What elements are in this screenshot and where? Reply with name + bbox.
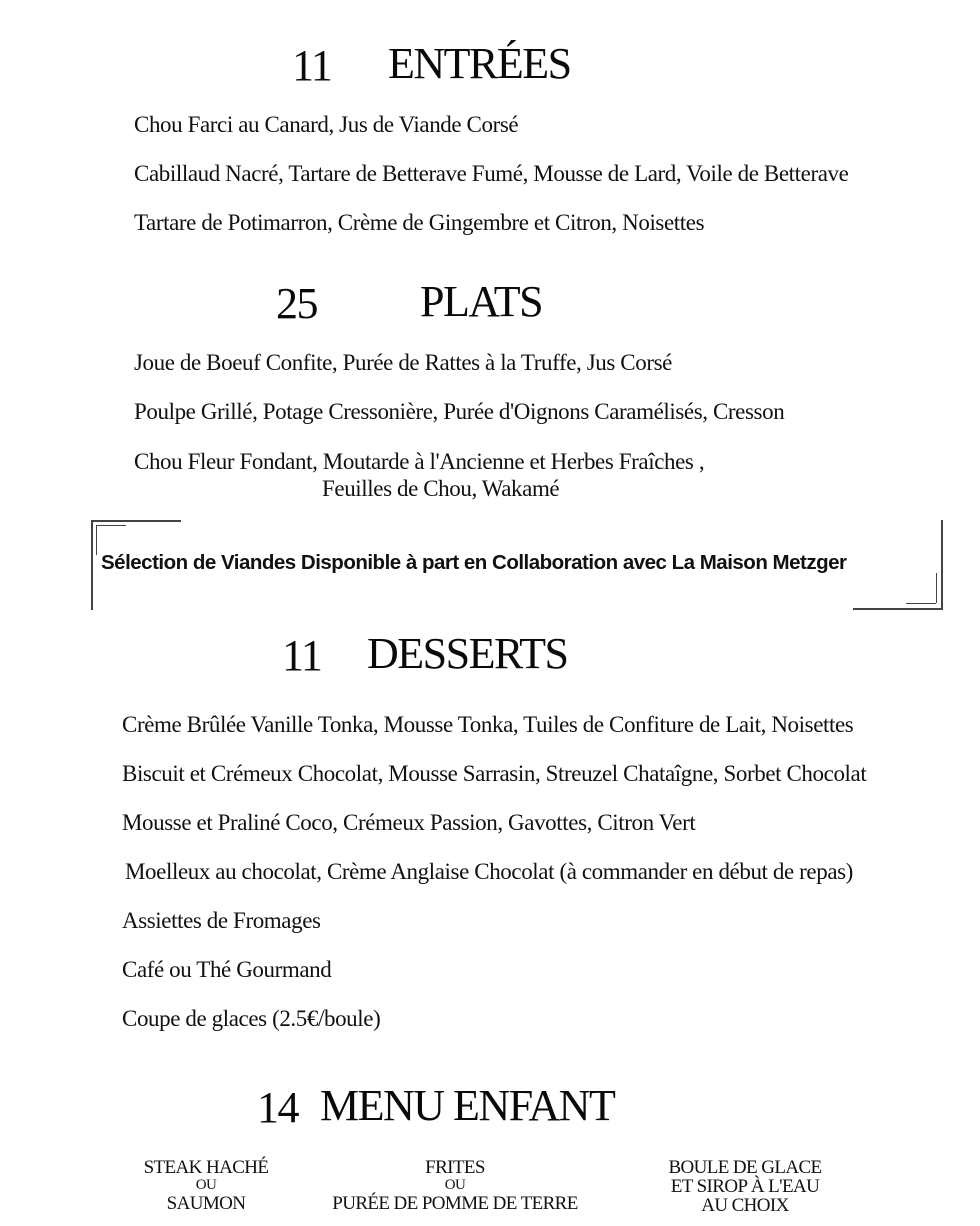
desserts-item-6: Café ou Thé Gourmand	[122, 957, 332, 982]
entrees-item-3: Tartare de Potimarron, Crème de Gingembre et Citron, Noisettes	[134, 210, 705, 235]
desserts-item-7: Coupe de glaces (2.5€/boule)	[122, 1006, 381, 1031]
menu-enfant-column-dessert	[650, 1158, 840, 1215]
kid-side-line2: PURÉE DE POMME DE TERRE	[332, 1193, 578, 1214]
plats-heading: PLATS	[420, 277, 543, 326]
plats-item-1: Joue de Boeuf Confite, Purée de Rattes à la Truffe, Jus Corsé	[134, 350, 672, 375]
kid-main-line2: SAUMON	[166, 1193, 246, 1214]
desserts-item-4: Moelleux au chocolat, Crème Anglaise Chocolat (à commander en début de repas)	[125, 859, 853, 884]
menu-enfant-column-main	[126, 1158, 286, 1213]
plats-item-3: Chou Fleur Fondant, Moutarde à l'Ancienne et Herbes Fraîches ,	[134, 449, 705, 474]
kid-dessert-line1b: ET SIROP À L'EAU	[670, 1176, 820, 1197]
desserts-price: 11	[282, 631, 322, 680]
plats-item-2: Poulpe Grillé, Potage Cressonière, Purée d'Oignons Caramélisés, Cresson	[134, 399, 785, 424]
entrees-heading: ENTRÉES	[388, 39, 571, 88]
plats-price: 25	[276, 279, 317, 328]
kid-dessert-line1: BOULE DE GLACE	[668, 1157, 822, 1178]
menu-enfant-column-side	[315, 1158, 595, 1213]
kid-dessert-line2: AU CHOIX	[701, 1195, 789, 1216]
entrees-item-1: Chou Farci au Canard, Jus de Viande Corsé	[134, 112, 519, 137]
entrees-item-2: Cabillaud Nacré, Tartare de Betterave Fumé, Mousse de Lard, Voile de Betterave	[134, 161, 849, 186]
kid-main-ou: OU	[195, 1177, 217, 1193]
banner-text: Sélection de Viandes Disponible à part en Collaboration avec La Maison Metzger	[101, 551, 847, 574]
desserts-heading: DESSERTS	[367, 629, 568, 678]
entrees-price: 11	[292, 41, 332, 90]
desserts-item-3: Mousse et Praliné Coco, Crémeux Passion, Gavottes, Citron Vert	[122, 810, 696, 835]
desserts-item-2: Biscuit et Crémeux Chocolat, Mousse Sarrasin, Streuzel Chataîgne, Sorbet Chocolat	[122, 761, 867, 786]
menu-enfant-price: 14	[257, 1083, 298, 1132]
kid-side-ou: OU	[444, 1177, 466, 1193]
desserts-item-1: Crème Brûlée Vanille Tonka, Mousse Tonka, Tuiles de Confiture de Lait, Noisettes	[122, 712, 854, 737]
plats-item-3-continued: Feuilles de Chou, Wakamé	[322, 476, 560, 501]
desserts-item-5: Assiettes de Fromages	[122, 908, 321, 933]
menu-enfant-heading: MENU ENFANT	[320, 1081, 615, 1130]
kid-side-line1: FRITES	[425, 1157, 485, 1178]
kid-main-line1: STEAK HACHÉ	[143, 1157, 269, 1178]
